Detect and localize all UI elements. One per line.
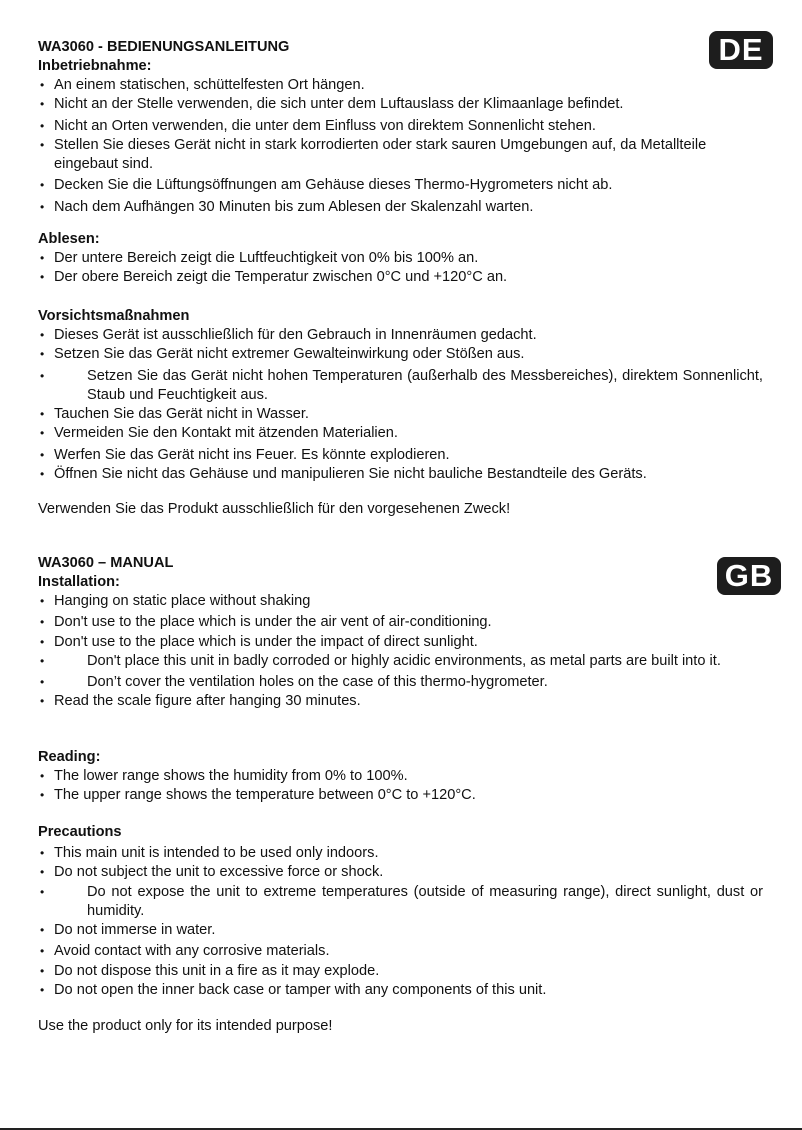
gb-precautions-section xyxy=(38,823,763,1000)
de-title: WA3060 - BEDIENUNGSANLEITUNG xyxy=(38,39,290,55)
list-item: • This main unit is intended to be used only indoors. xyxy=(38,844,763,863)
list-item: • Decken Sie die Lüftungsöffnungen am Gehäuse dieses Thermo-Hygrometers nicht ab. xyxy=(38,176,763,195)
de-reading-section xyxy=(38,230,763,288)
list-item: • Dieses Gerät ist ausschließlich für den Gebrauch in Innenräumen gedacht. xyxy=(38,326,763,345)
gb-install-heading: Installation: xyxy=(38,574,120,590)
list-item: • Don't use to the place which is under the air vent of air-conditioning. xyxy=(38,613,763,632)
list-item: • Do not dispose this unit in a fire as it may explode. xyxy=(38,962,763,981)
list-item: • Nicht an der Stelle verwenden, die sich unter dem Luftauslass der Klimaanlage befindet. xyxy=(38,95,763,114)
list-item: • Don't place this unit in badly corroded or highly acidic environments, as metal parts are built into it. xyxy=(38,652,763,671)
de-precautions-heading: Vorsichtsmaßnahmen xyxy=(38,308,190,324)
gb-reading-section xyxy=(38,748,763,806)
list-item: • Werfen Sie das Gerät nicht ins Feuer. Es könnte explodieren. xyxy=(38,446,763,465)
language-badge-gb: GB xyxy=(717,557,781,595)
list-item: • The upper range shows the temperature between 0°C to +120°C. xyxy=(38,786,763,805)
de-precautions-section xyxy=(38,307,763,484)
list-item: • Do not subject the unit to excessive force or shock. xyxy=(38,863,763,882)
list-item: • Der obere Bereich zeigt die Temperatur zwischen 0°C und +120°C an. xyxy=(38,268,763,287)
gb-precautions-heading: Precautions xyxy=(38,824,122,840)
list-item: • Don't use to the place which is under the impact of direct sunlight. xyxy=(38,633,763,652)
de-closing-text: Verwenden Sie das Produkt ausschließlich für den vorgesehenen Zweck! xyxy=(38,501,511,517)
gb-closing-text: Use the product only for its intended purpose! xyxy=(38,1018,333,1034)
list-item: • Vermeiden Sie den Kontakt mit ätzenden Materialien. xyxy=(38,424,763,443)
list-item: • Do not open the inner back case or tamper with any components of this unit. xyxy=(38,981,763,1000)
list-item: • Setzen Sie das Gerät nicht extremer Gewalteinwirkung oder Stößen aus. xyxy=(38,345,763,364)
list-item: • Nicht an Orten verwenden, die unter dem Einfluss von direktem Sonnenlicht stehen. xyxy=(38,117,763,136)
gb-closing xyxy=(38,1017,763,1036)
de-closing xyxy=(38,500,763,519)
list-item: • Hanging on static place without shaking xyxy=(38,592,763,611)
list-item: • The lower range shows the humidity from 0% to 100%. xyxy=(38,767,763,786)
de-install-heading: Inbetriebnahme: xyxy=(38,58,152,74)
list-item: • An einem statischen, schüttelfesten Ort hängen. xyxy=(38,76,763,95)
list-item: • Do not immerse in water. xyxy=(38,921,763,940)
list-item: • Do not expose the unit to extreme temperatures (outside of measuring range), direct sunlight, dust or humidity. xyxy=(38,883,763,922)
list-item: • Avoid contact with any corrosive materials. xyxy=(38,942,763,961)
de-installation-section xyxy=(38,38,763,217)
list-item: • Stellen Sie dieses Gerät nicht in stark korrodierten oder stark sauren Umgebungen auf, da Metallteile eingebaut sind. xyxy=(38,136,763,175)
list-item: • Setzen Sie das Gerät nicht hohen Temperaturen (außerhalb des Messbereiches), direktem Sonnenlicht, Staub und Feuchtigkeit aus. xyxy=(38,367,763,406)
de-reading-heading: Ablesen: xyxy=(38,231,100,247)
list-item: • Tauchen Sie das Gerät nicht in Wasser. xyxy=(38,405,763,424)
gb-title: WA3060 – MANUAL xyxy=(38,555,174,571)
gb-reading-heading: Reading: xyxy=(38,749,101,765)
list-item: • Öffnen Sie nicht das Gehäuse und manipulieren Sie nicht bauliche Bestandteile des Geräts. xyxy=(38,465,763,484)
list-item: • Der untere Bereich zeigt die Luftfeuchtigkeit von 0% bis 100% an. xyxy=(38,249,763,268)
list-item: • Nach dem Aufhängen 30 Minuten bis zum Ablesen der Skalenzahl warten. xyxy=(38,198,763,217)
gb-installation-section xyxy=(38,554,763,712)
list-item: • Don’t cover the ventilation holes on the case of this thermo-hygrometer. xyxy=(38,673,763,692)
list-item: • Read the scale figure after hanging 30 minutes. xyxy=(38,692,763,711)
language-badge-de: DE xyxy=(709,31,773,69)
